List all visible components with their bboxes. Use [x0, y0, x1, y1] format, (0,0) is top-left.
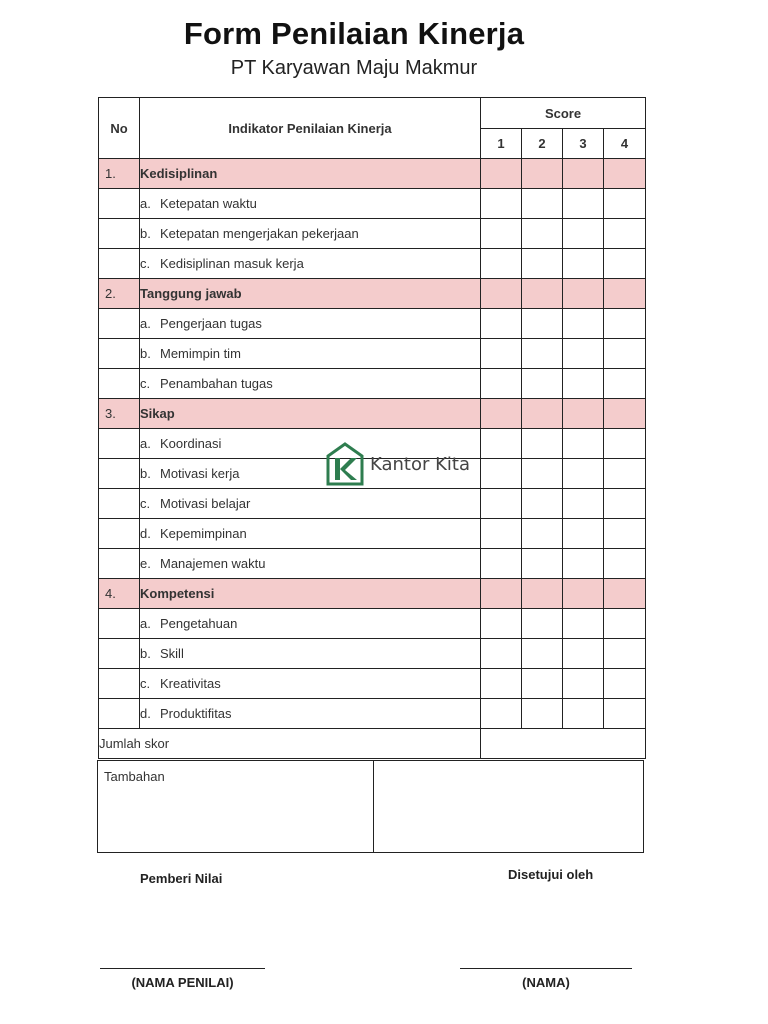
table-row [99, 339, 646, 369]
category-number: 3. [99, 399, 140, 429]
indicator-letter: c. [140, 496, 151, 511]
indicator-score-3[interactable] [563, 549, 604, 579]
indicator-score-4[interactable] [604, 669, 646, 699]
category-score-3[interactable] [563, 399, 604, 429]
table-row [99, 489, 646, 519]
category-score-2[interactable] [522, 279, 563, 309]
indicator-letter: b. [140, 646, 151, 661]
indicator-label: Kedisiplinan masuk kerja [160, 256, 304, 271]
indicator-letter: a. [140, 196, 151, 211]
indicator-score-1[interactable] [481, 219, 522, 249]
indicator-letter: a. [140, 316, 151, 331]
indicator-score-3[interactable] [563, 699, 604, 729]
indicator-score-1[interactable] [481, 639, 522, 669]
indicator-score-4[interactable] [604, 309, 646, 339]
approver-name: (NAMA) [522, 975, 570, 990]
indicator-letter: c. [140, 256, 151, 271]
page-title: Form Penilaian Kinerja [183, 16, 525, 51]
indicator-score-2[interactable] [522, 639, 563, 669]
header-score-2: 2 [522, 129, 563, 159]
table-row [99, 459, 646, 489]
row-number-cell [99, 219, 140, 249]
indicator-score-4[interactable] [604, 639, 646, 669]
total-row [99, 729, 646, 759]
category-row [99, 279, 646, 309]
header-indicator: Indikator Penilaian Kinerja [140, 98, 481, 159]
indicator-score-2[interactable] [522, 459, 563, 489]
indicator-score-3[interactable] [563, 609, 604, 639]
category-score-4[interactable] [604, 279, 646, 309]
evaluator-label: Pemberi Nilai [140, 871, 223, 886]
indicator-score-3[interactable] [563, 669, 604, 699]
indicator-score-3[interactable] [563, 309, 604, 339]
table-row [99, 669, 646, 699]
category-label: Kompetensi [140, 579, 481, 609]
indicator-score-2[interactable] [522, 699, 563, 729]
indicator-label: Memimpin tim [160, 346, 241, 361]
indicator-score-4[interactable] [604, 609, 646, 639]
indicator-score-3[interactable] [563, 189, 604, 219]
indicator-score-2[interactable] [522, 669, 563, 699]
table-row [99, 189, 646, 219]
indicator-score-1[interactable] [481, 459, 522, 489]
indicator-score-1[interactable] [481, 189, 522, 219]
indicator-score-1[interactable] [481, 339, 522, 369]
indicator-label: Koordinasi [160, 436, 222, 451]
category-label: Sikap [140, 399, 481, 429]
header-score-1: 1 [481, 129, 522, 159]
indicator-letter: d. [140, 526, 151, 541]
indicator-score-3[interactable] [563, 489, 604, 519]
indicator-score-1[interactable] [481, 549, 522, 579]
indicator-score-2[interactable] [522, 189, 563, 219]
notes-field[interactable] [374, 761, 643, 852]
row-number-cell [99, 429, 140, 459]
indicator-letter: c. [140, 376, 151, 391]
category-label: Kedisiplinan [140, 159, 481, 189]
table-row [99, 369, 646, 399]
row-number-cell [99, 699, 140, 729]
indicator-score-4[interactable] [604, 549, 646, 579]
row-number-cell [99, 489, 140, 519]
indicator-cell [140, 459, 481, 489]
indicator-score-1[interactable] [481, 249, 522, 279]
header-score-4: 4 [604, 129, 646, 159]
total-score-field[interactable] [481, 729, 646, 759]
table-row [99, 549, 646, 579]
indicator-cell [140, 699, 481, 729]
indicator-score-4[interactable] [604, 219, 646, 249]
indicator-score-4[interactable] [604, 369, 646, 399]
indicator-score-4[interactable] [604, 519, 646, 549]
indicator-letter: e. [140, 556, 151, 571]
indicator-letter: b. [140, 226, 151, 241]
indicator-score-1[interactable] [481, 369, 522, 399]
category-score-2[interactable] [522, 159, 563, 189]
indicator-score-3[interactable] [563, 459, 604, 489]
indicator-cell [140, 219, 481, 249]
category-score-3[interactable] [563, 579, 604, 609]
table-row [99, 309, 646, 339]
indicator-label: Pengerjaan tugas [160, 316, 262, 331]
indicator-label: Kreativitas [160, 676, 221, 691]
category-score-1[interactable] [481, 399, 522, 429]
row-number-cell [99, 519, 140, 549]
category-score-2[interactable] [522, 399, 563, 429]
evaluator-name: (NAMA PENILAI) [131, 975, 234, 990]
indicator-label: Ketepatan waktu [160, 196, 257, 211]
header-score: Score [481, 98, 646, 129]
indicator-score-3[interactable] [563, 429, 604, 459]
header-score-3: 3 [563, 129, 604, 159]
indicator-letter: a. [140, 436, 151, 451]
table-row [99, 519, 646, 549]
indicator-score-1[interactable] [481, 699, 522, 729]
indicator-label: Kepemimpinan [160, 526, 247, 541]
indicator-label: Motivasi belajar [160, 496, 251, 511]
indicator-score-2[interactable] [522, 339, 563, 369]
indicator-score-2[interactable] [522, 369, 563, 399]
assessment-table [98, 97, 646, 759]
row-number-cell [99, 669, 140, 699]
indicator-score-4[interactable] [604, 429, 646, 459]
category-score-1[interactable] [481, 159, 522, 189]
category-score-1[interactable] [481, 579, 522, 609]
indicator-label: Penambahan tugas [160, 376, 273, 391]
indicator-score-1[interactable] [481, 669, 522, 699]
category-label: Tanggung jawab [140, 279, 481, 309]
row-number-cell [99, 309, 140, 339]
indicator-letter: d. [140, 706, 151, 721]
indicator-cell [140, 339, 481, 369]
indicator-cell [140, 429, 481, 459]
indicator-cell [140, 609, 481, 639]
category-score-4[interactable] [604, 159, 646, 189]
indicator-score-4[interactable] [604, 339, 646, 369]
indicator-cell [140, 309, 481, 339]
indicator-score-1[interactable] [481, 609, 522, 639]
indicator-cell [140, 369, 481, 399]
notes-label: Tambahan [98, 761, 374, 852]
indicator-score-1[interactable] [481, 519, 522, 549]
category-number: 2. [99, 279, 140, 309]
indicator-score-3[interactable] [563, 369, 604, 399]
indicator-score-2[interactable] [522, 609, 563, 639]
indicator-score-1[interactable] [481, 309, 522, 339]
indicator-cell [140, 189, 481, 219]
row-number-cell [99, 189, 140, 219]
table-row [99, 429, 646, 459]
row-number-cell [99, 639, 140, 669]
indicator-cell [140, 249, 481, 279]
indicator-letter: b. [140, 346, 151, 361]
indicator-score-3[interactable] [563, 639, 604, 669]
indicator-score-4[interactable] [604, 459, 646, 489]
indicator-score-2[interactable] [522, 219, 563, 249]
indicator-label: Pengetahuan [160, 616, 238, 631]
row-number-cell [99, 369, 140, 399]
category-score-4[interactable] [604, 579, 646, 609]
indicator-letter: a. [140, 616, 151, 631]
table-row [99, 699, 646, 729]
category-number: 1. [99, 159, 140, 189]
indicator-cell [140, 519, 481, 549]
indicator-label: Produktifitas [160, 706, 232, 721]
company-name: PT Karyawan Maju Makmur [230, 57, 478, 79]
indicator-score-4[interactable] [604, 489, 646, 519]
category-row [99, 159, 646, 189]
table-row [99, 609, 646, 639]
indicator-score-1[interactable] [481, 429, 522, 459]
indicator-cell [140, 489, 481, 519]
row-number-cell [99, 339, 140, 369]
indicator-label: Manajemen waktu [160, 556, 266, 571]
indicator-score-2[interactable] [522, 549, 563, 579]
indicator-label: Skill [160, 646, 184, 661]
indicator-label: Ketepatan mengerjakan pekerjaan [160, 226, 359, 241]
indicator-score-3[interactable] [563, 339, 604, 369]
indicator-score-4[interactable] [604, 699, 646, 729]
indicator-cell [140, 639, 481, 669]
indicator-score-2[interactable] [522, 309, 563, 339]
table-row [99, 249, 646, 279]
table-row [99, 639, 646, 669]
indicator-letter: b. [140, 466, 151, 481]
evaluator-signature-line[interactable] [100, 968, 265, 969]
indicator-score-3[interactable] [563, 219, 604, 249]
category-row [99, 579, 646, 609]
header-no: No [99, 98, 140, 159]
total-label: Jumlah skor [99, 729, 481, 759]
indicator-label: Motivasi kerja [160, 466, 240, 481]
indicator-cell [140, 669, 481, 699]
indicator-score-1[interactable] [481, 489, 522, 519]
category-score-1[interactable] [481, 279, 522, 309]
indicator-score-2[interactable] [522, 519, 563, 549]
indicator-score-3[interactable] [563, 519, 604, 549]
notes-box [97, 760, 644, 853]
indicator-score-4[interactable] [604, 249, 646, 279]
category-score-3[interactable] [563, 279, 604, 309]
row-number-cell [99, 609, 140, 639]
category-score-3[interactable] [563, 159, 604, 189]
indicator-score-2[interactable] [522, 429, 563, 459]
watermark-text: Kantor Kita [370, 453, 471, 475]
category-score-2[interactable] [522, 579, 563, 609]
table-row [99, 219, 646, 249]
indicator-score-2[interactable] [522, 249, 563, 279]
indicator-letter: c. [140, 676, 151, 691]
indicator-cell [140, 549, 481, 579]
row-number-cell [99, 249, 140, 279]
category-row [99, 399, 646, 429]
indicator-score-2[interactable] [522, 489, 563, 519]
approver-label: Disetujui oleh [508, 867, 594, 882]
approver-signature-line[interactable] [460, 968, 632, 969]
row-number-cell [99, 459, 140, 489]
category-number: 4. [99, 579, 140, 609]
indicator-score-4[interactable] [604, 189, 646, 219]
category-score-4[interactable] [604, 399, 646, 429]
indicator-score-3[interactable] [563, 249, 604, 279]
row-number-cell [99, 549, 140, 579]
